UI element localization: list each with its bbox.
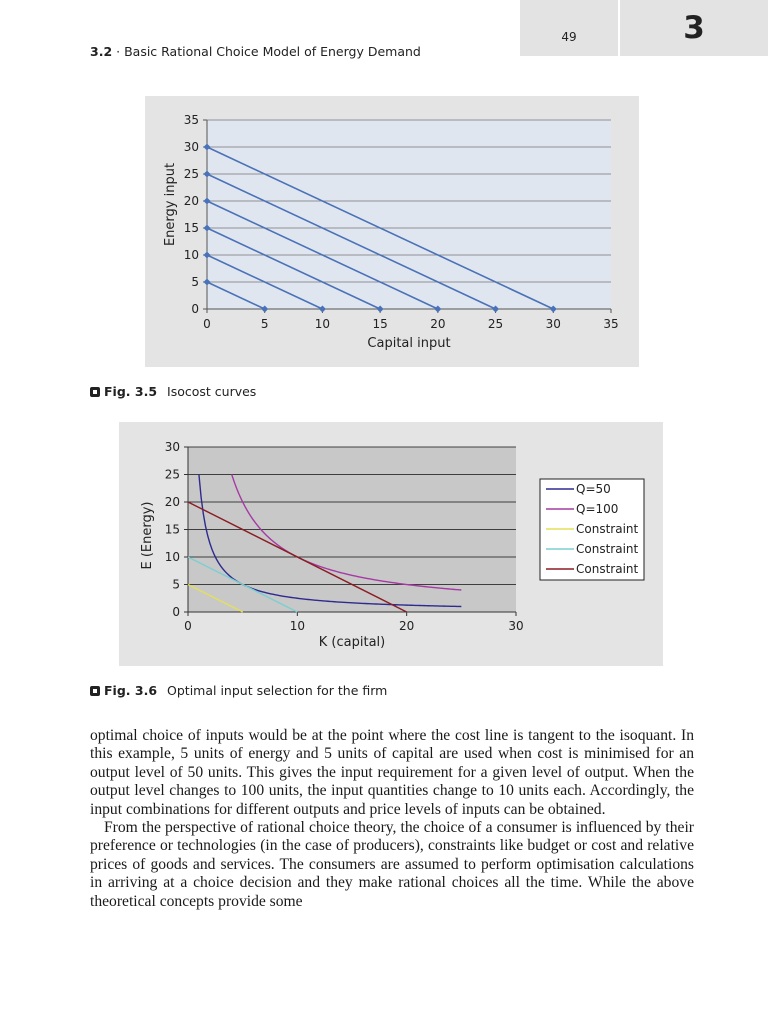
legend-entry: Q=50 xyxy=(576,482,611,496)
x-tick-label: 10 xyxy=(314,317,331,331)
x-tick-label: 0 xyxy=(184,619,192,633)
y-tick-label: 0 xyxy=(172,605,180,619)
y-tick-label: 10 xyxy=(164,550,180,564)
page-number-tab xyxy=(520,0,618,56)
x-axis-label: K (capital) xyxy=(318,635,386,650)
legend-entry: Constraint xyxy=(576,562,639,576)
y-tick-label: 10 xyxy=(183,248,199,262)
y-axis-label: E (Energy) xyxy=(140,501,155,570)
y-tick-label: 0 xyxy=(191,302,199,316)
figure-marker-icon xyxy=(90,686,100,696)
page-number: 49 xyxy=(561,30,577,44)
section-number: 3.2 xyxy=(90,44,113,59)
x-axis-label: Capital input xyxy=(367,336,451,351)
running-head: 3.2 · Basic Rational Choice Model of Energy Demand xyxy=(90,44,421,59)
x-tick-label: 10 xyxy=(289,619,305,633)
y-axis-label: Energy input xyxy=(163,162,178,247)
legend-entry: Constraint xyxy=(576,522,639,536)
legend-entry: Constraint xyxy=(576,542,639,556)
y-tick-label: 30 xyxy=(164,440,180,454)
x-tick-label: 35 xyxy=(603,317,619,331)
figure-isocost-panel xyxy=(145,96,639,367)
figure-caption-3-5 xyxy=(90,384,256,399)
optimal-input-chart xyxy=(119,422,663,666)
y-tick-label: 30 xyxy=(183,140,199,154)
figure-optimal-input-panel xyxy=(119,422,663,666)
y-tick-label: 5 xyxy=(172,577,180,592)
y-tick-label: 25 xyxy=(164,467,180,482)
y-tick-label: 15 xyxy=(183,221,199,235)
y-tick-label: 20 xyxy=(164,495,180,509)
paragraph: From the perspective of rational choice theory, the choice of a consumer is influenced by their preference or technologies (in the case of producers), constraints like budget or cost and relative prices of goods and services. The consumers are assumed to perform optimisation calculations in arriving at a choice decision and they make rational choices all the time. While the above theoretical concepts provide some xyxy=(90,819,694,910)
x-tick-label: 15 xyxy=(372,317,388,331)
x-tick-label: 5 xyxy=(260,317,269,331)
x-tick-label: 25 xyxy=(487,317,504,331)
section-title: Basic Rational Choice Model of Energy Demand xyxy=(124,44,421,59)
figure-caption-3-6 xyxy=(90,683,387,698)
chapter-tab xyxy=(620,0,768,56)
paragraph: optimal choice of inputs would be at the point where the cost line is tangent to the isoquant. In this example, 5 units of energy and 5 units of capital are used when cost is minimised for an output level of 50 units. This gives the input requirement for a given level of output. When the output level changes to 100 units, the input quantities change to 10 units each. Accordingly, the input combinations for different outputs and price levels of inputs can be obtained. xyxy=(90,727,694,818)
plot-area xyxy=(207,120,611,309)
x-tick-label: 30 xyxy=(508,619,524,633)
y-tick-label: 15 xyxy=(164,522,180,537)
legend-entry: Q=100 xyxy=(576,502,619,516)
chapter-number: 3 xyxy=(683,10,705,46)
y-tick-label: 20 xyxy=(183,194,199,208)
figure-caption-text: Isocost curves xyxy=(167,384,257,399)
body-text xyxy=(90,727,694,911)
y-tick-label: 25 xyxy=(183,167,199,181)
y-tick-label: 35 xyxy=(183,113,199,127)
x-tick-label: 0 xyxy=(203,317,211,331)
y-tick-label: 5 xyxy=(191,275,199,289)
figure-label: Fig. 3.6 xyxy=(104,683,158,698)
figure-marker-icon xyxy=(90,387,100,397)
x-tick-label: 30 xyxy=(545,317,561,331)
figure-caption-text: Optimal input selection for the firm xyxy=(167,683,388,698)
isocost-chart xyxy=(145,96,639,367)
x-tick-label: 20 xyxy=(399,619,415,633)
figure-label: Fig. 3.5 xyxy=(104,384,158,399)
x-tick-label: 20 xyxy=(430,317,446,331)
